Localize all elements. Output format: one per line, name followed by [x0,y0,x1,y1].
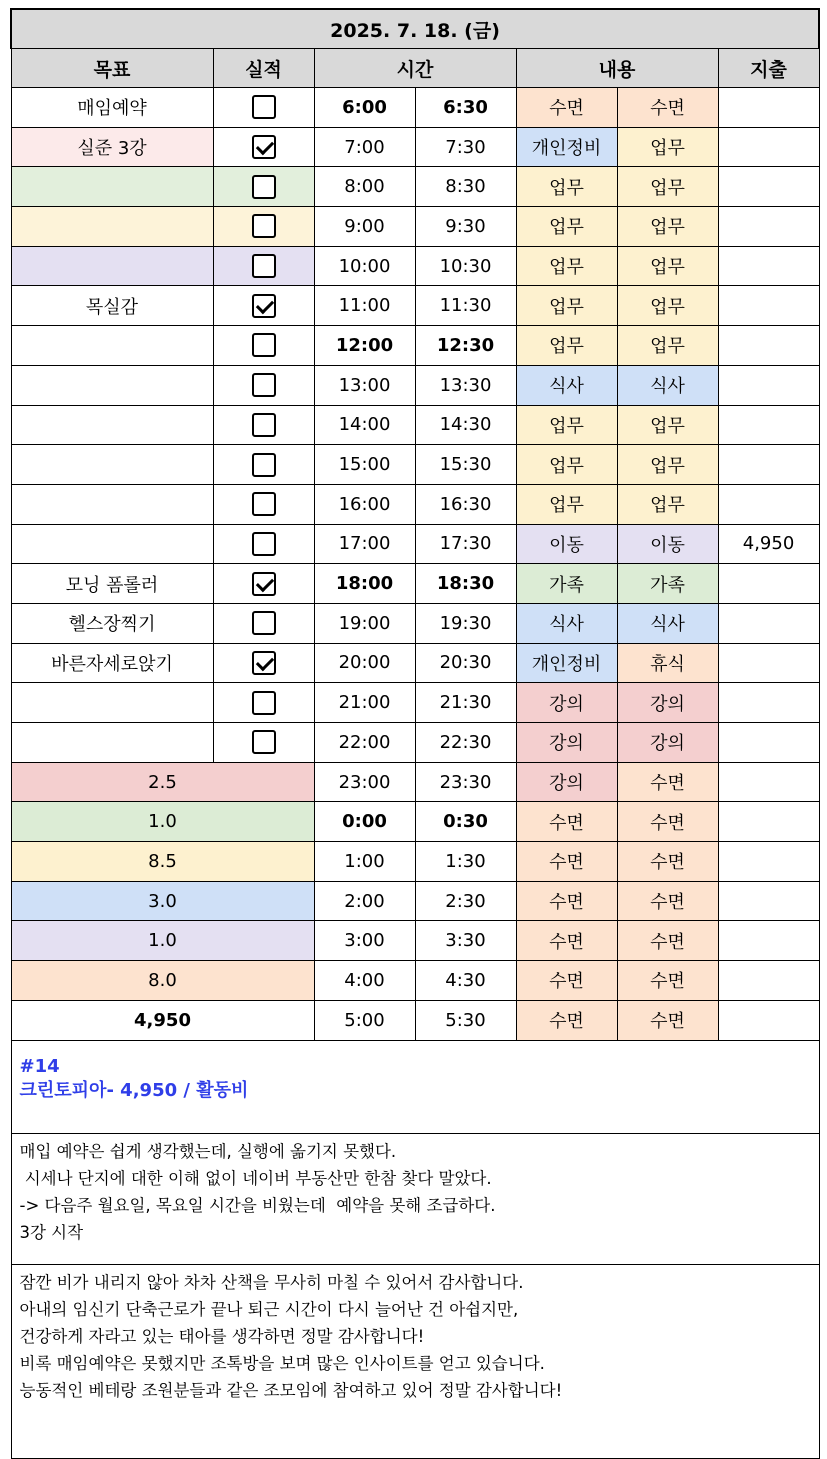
time-start: 9:00 [314,207,415,247]
time-end: 11:30 [415,286,516,326]
content-cell-2[interactable]: 수면 [617,921,718,961]
time-start: 11:00 [314,286,415,326]
content-cell-2[interactable]: 업무 [617,246,718,286]
reflection-line: 매입 예약은 쉽게 생각했는데, 실행에 옮기지 못했다. [19,1141,397,1161]
expense-cell[interactable] [718,643,819,683]
gratitude-line: 아내의 임신기 단축근로가 끝나 퇴근 시간이 다시 늘어난 건 아쉽지만, [19,1299,519,1319]
content-cell-2[interactable]: 업무 [617,445,718,485]
performance-cell[interactable] [213,484,314,524]
time-start: 12:00 [314,326,415,366]
performance-cell[interactable] [213,723,314,763]
time-end: 4:30 [415,961,516,1001]
checkbox[interactable] [252,453,276,477]
content-cell-2[interactable]: 수면 [617,1000,718,1040]
summary-value: 1.0 [11,921,314,961]
content-cell-1[interactable]: 수면 [516,802,617,842]
goal-cell[interactable]: 바른자세로앉기 [11,643,213,683]
schedule-row [11,246,819,286]
summary-row [11,842,819,882]
header-content: 내용 [516,49,718,88]
checkbox[interactable] [252,254,276,278]
expense-cell[interactable] [718,445,819,485]
summary-value: 4,950 [11,1000,314,1040]
time-start: 15:00 [314,445,415,485]
time-start: 13:00 [314,365,415,405]
content-cell-2[interactable]: 업무 [617,167,718,207]
time-start: 20:00 [314,643,415,683]
time-start: 3:00 [314,921,415,961]
checkbox[interactable] [252,572,276,596]
goal-cell[interactable] [11,326,213,366]
time-end: 9:30 [415,207,516,247]
content-cell-1[interactable]: 개인정비 [516,643,617,683]
expense-cell[interactable] [718,286,819,326]
checkbox[interactable] [252,373,276,397]
time-end: 10:30 [415,246,516,286]
performance-cell[interactable] [213,603,314,643]
performance-cell[interactable] [213,445,314,485]
time-end: 16:30 [415,484,516,524]
schedule-row [11,524,819,564]
schedule-row [11,167,819,207]
expense-cell[interactable] [718,762,819,802]
goal-cell[interactable]: 매임예약 [11,88,213,128]
summary-value: 2.5 [11,762,314,802]
schedule-row [11,723,819,763]
reflection-line: 시세나 단지에 대한 이해 없이 네이버 부동산만 한참 찾다 말았다. [19,1168,492,1188]
schedule-row [11,127,819,167]
time-start: 6:00 [314,88,415,128]
performance-cell[interactable] [213,286,314,326]
gratitude-line: 비록 매임예약은 못했지만 조톡방을 보며 많은 인사이트를 얻고 있습니다. [19,1353,545,1373]
expense-cell[interactable]: 4,950 [718,524,819,564]
content-cell-2[interactable]: 강의 [617,723,718,763]
time-end: 18:30 [415,564,516,604]
content-cell-2[interactable]: 업무 [617,405,718,445]
time-start: 2:00 [314,881,415,921]
goal-cell[interactable] [11,405,213,445]
checkbox[interactable] [252,492,276,516]
content-cell-2[interactable]: 업무 [617,286,718,326]
time-end: 23:30 [415,762,516,802]
time-end: 7:30 [415,127,516,167]
schedule-row [11,286,819,326]
schedule-row [11,207,819,247]
time-start: 14:00 [314,405,415,445]
content-cell-1[interactable]: 식사 [516,603,617,643]
content-cell-2[interactable]: 수면 [617,88,718,128]
expense-cell[interactable] [718,603,819,643]
goal-cell[interactable] [11,365,213,405]
time-end: 6:30 [415,88,516,128]
checkbox[interactable] [252,135,276,159]
expense-cell[interactable] [718,405,819,445]
content-cell-1[interactable]: 강의 [516,723,617,763]
time-end: 15:30 [415,445,516,485]
time-start: 18:00 [314,564,415,604]
checkbox[interactable] [252,730,276,754]
content-cell-2[interactable]: 휴식 [617,643,718,683]
schedule-row [11,88,819,128]
content-cell-1[interactable]: 이동 [516,524,617,564]
summary-row [11,802,819,842]
performance-cell[interactable] [213,365,314,405]
content-cell-1[interactable]: 강의 [516,683,617,723]
time-end: 2:30 [415,881,516,921]
performance-cell[interactable] [213,524,314,564]
checkbox[interactable] [252,294,276,318]
content-cell-2[interactable]: 업무 [617,484,718,524]
time-end: 14:30 [415,405,516,445]
content-cell-2[interactable]: 이동 [617,524,718,564]
time-end: 0:30 [415,802,516,842]
content-cell-1[interactable]: 수면 [516,1000,617,1040]
expense-cell[interactable] [718,326,819,366]
expense-cell[interactable] [718,127,819,167]
time-start: 10:00 [314,246,415,286]
reflection-note [11,1133,819,1264]
content-cell-2[interactable]: 수면 [617,961,718,1001]
content-cell-2[interactable]: 수면 [617,881,718,921]
checkbox[interactable] [252,95,276,119]
content-cell-1[interactable]: 가족 [516,564,617,604]
schedule-row [11,603,819,643]
checkbox[interactable] [252,691,276,715]
content-cell-2[interactable]: 수면 [617,762,718,802]
performance-cell[interactable] [213,207,314,247]
schedule-row [11,683,819,723]
content-cell-1[interactable]: 업무 [516,246,617,286]
content-cell-1[interactable]: 수면 [516,88,617,128]
checkbox[interactable] [252,611,276,635]
planner-table [10,8,820,1459]
time-start: 21:00 [314,683,415,723]
content-cell-1[interactable]: 업무 [516,207,617,247]
goal-cell[interactable]: 헬스장찍기 [11,603,213,643]
content-cell-1[interactable]: 업무 [516,484,617,524]
expense-cell[interactable] [718,842,819,882]
goal-cell[interactable] [11,246,213,286]
checkbox[interactable] [252,651,276,675]
time-end: 1:30 [415,842,516,882]
content-cell-2[interactable]: 업무 [617,207,718,247]
time-start: 17:00 [314,524,415,564]
time-start: 8:00 [314,167,415,207]
summary-row [11,762,819,802]
expense-note [11,1040,819,1133]
expense-cell[interactable] [718,723,819,763]
content-cell-2[interactable]: 강의 [617,683,718,723]
summary-value: 1.0 [11,802,314,842]
checkbox[interactable] [252,214,276,238]
content-cell-1[interactable]: 수면 [516,921,617,961]
expense-note-detail: 크린토피아- 4,950 / 활동비 [19,1079,249,1101]
goal-cell[interactable]: 목실감 [11,286,213,326]
time-end: 19:30 [415,603,516,643]
performance-cell[interactable] [213,127,314,167]
goal-cell[interactable]: 모닝 폼롤러 [11,564,213,604]
content-cell-1[interactable]: 업무 [516,445,617,485]
schedule-row [11,484,819,524]
gratitude-note [11,1264,819,1458]
summary-row [11,1000,819,1040]
goal-cell[interactable] [11,723,213,763]
time-start: 22:00 [314,723,415,763]
performance-cell[interactable] [213,326,314,366]
expense-cell[interactable] [718,683,819,723]
content-cell-1[interactable]: 개인정비 [516,127,617,167]
performance-cell[interactable] [213,246,314,286]
performance-cell[interactable] [213,564,314,604]
schedule-row [11,445,819,485]
schedule-row [11,365,819,405]
daily-planner [10,8,817,1459]
content-cell-1[interactable]: 식사 [516,365,617,405]
time-start: 5:00 [314,1000,415,1040]
content-cell-1[interactable]: 수면 [516,842,617,882]
gratitude-line: 능동적인 베테랑 조원분들과 같은 조모임에 참여하고 있어 정말 감사합니다! [19,1380,563,1400]
content-cell-1[interactable]: 업무 [516,286,617,326]
time-end: 3:30 [415,921,516,961]
expense-cell[interactable] [718,802,819,842]
performance-cell[interactable] [213,167,314,207]
content-cell-1[interactable]: 강의 [516,762,617,802]
content-cell-2[interactable]: 식사 [617,603,718,643]
content-cell-2[interactable]: 업무 [617,326,718,366]
time-start: 1:00 [314,842,415,882]
summary-row [11,961,819,1001]
time-start: 4:00 [314,961,415,1001]
goal-cell[interactable] [11,207,213,247]
schedule-row [11,564,819,604]
content-cell-2[interactable]: 식사 [617,365,718,405]
performance-cell[interactable] [213,683,314,723]
expense-cell[interactable] [718,881,819,921]
performance-cell[interactable] [213,88,314,128]
header-performance: 실적 [213,49,314,88]
time-start: 0:00 [314,802,415,842]
summary-row [11,881,819,921]
expense-note-number: #14 [19,1055,60,1077]
time-end: 12:30 [415,326,516,366]
time-end: 21:30 [415,683,516,723]
time-end: 22:30 [415,723,516,763]
goal-cell[interactable] [11,524,213,564]
content-cell-2[interactable]: 수면 [617,842,718,882]
time-end: 5:30 [415,1000,516,1040]
expense-cell[interactable] [718,1000,819,1040]
header-time: 시간 [314,49,516,88]
time-end: 20:30 [415,643,516,683]
performance-cell[interactable] [213,405,314,445]
expense-cell[interactable] [718,167,819,207]
content-cell-1[interactable]: 업무 [516,326,617,366]
expense-cell[interactable] [718,921,819,961]
expense-cell[interactable] [718,961,819,1001]
time-start: 19:00 [314,603,415,643]
content-cell-1[interactable]: 수면 [516,961,617,1001]
content-cell-2[interactable]: 수면 [617,802,718,842]
expense-cell[interactable] [718,207,819,247]
goal-cell[interactable] [11,445,213,485]
summary-row [11,921,819,961]
content-cell-2[interactable]: 업무 [617,127,718,167]
content-cell-1[interactable]: 수면 [516,881,617,921]
checkbox[interactable] [252,413,276,437]
time-end: 13:30 [415,365,516,405]
checkbox[interactable] [252,532,276,556]
goal-cell[interactable] [11,484,213,524]
schedule-row [11,405,819,445]
header-goal: 목표 [11,49,213,88]
expense-cell[interactable] [718,564,819,604]
expense-cell[interactable] [718,88,819,128]
performance-cell[interactable] [213,643,314,683]
expense-cell[interactable] [718,246,819,286]
goal-cell[interactable]: 실준 3강 [11,127,213,167]
schedule-row [11,326,819,366]
gratitude-line: 잠깐 비가 내리지 않아 차차 산책을 무사히 마칠 수 있어서 감사합니다. [19,1272,524,1292]
content-cell-1[interactable]: 업무 [516,405,617,445]
time-start: 16:00 [314,484,415,524]
summary-value: 3.0 [11,881,314,921]
gratitude-line: 건강하게 자라고 있는 태아를 생각하면 정말 감사합니다! [19,1326,425,1346]
reflection-line: -> 다음주 월요일, 목요일 시간을 비웠는데 예약을 못해 조급하다. [19,1195,496,1215]
reflection-line: 3강 시작 [19,1222,84,1242]
header-expense: 지출 [718,49,819,88]
checkbox[interactable] [252,333,276,357]
date-title: 2025. 7. 18. (금) [11,9,819,49]
time-start: 23:00 [314,762,415,802]
expense-cell[interactable] [718,365,819,405]
content-cell-1[interactable]: 업무 [516,167,617,207]
goal-cell[interactable] [11,167,213,207]
expense-cell[interactable] [718,484,819,524]
time-end: 17:30 [415,524,516,564]
summary-value: 8.5 [11,842,314,882]
checkbox[interactable] [252,175,276,199]
time-start: 7:00 [314,127,415,167]
summary-value: 8.0 [11,961,314,1001]
time-end: 8:30 [415,167,516,207]
content-cell-2[interactable]: 가족 [617,564,718,604]
goal-cell[interactable] [11,683,213,723]
schedule-row [11,643,819,683]
